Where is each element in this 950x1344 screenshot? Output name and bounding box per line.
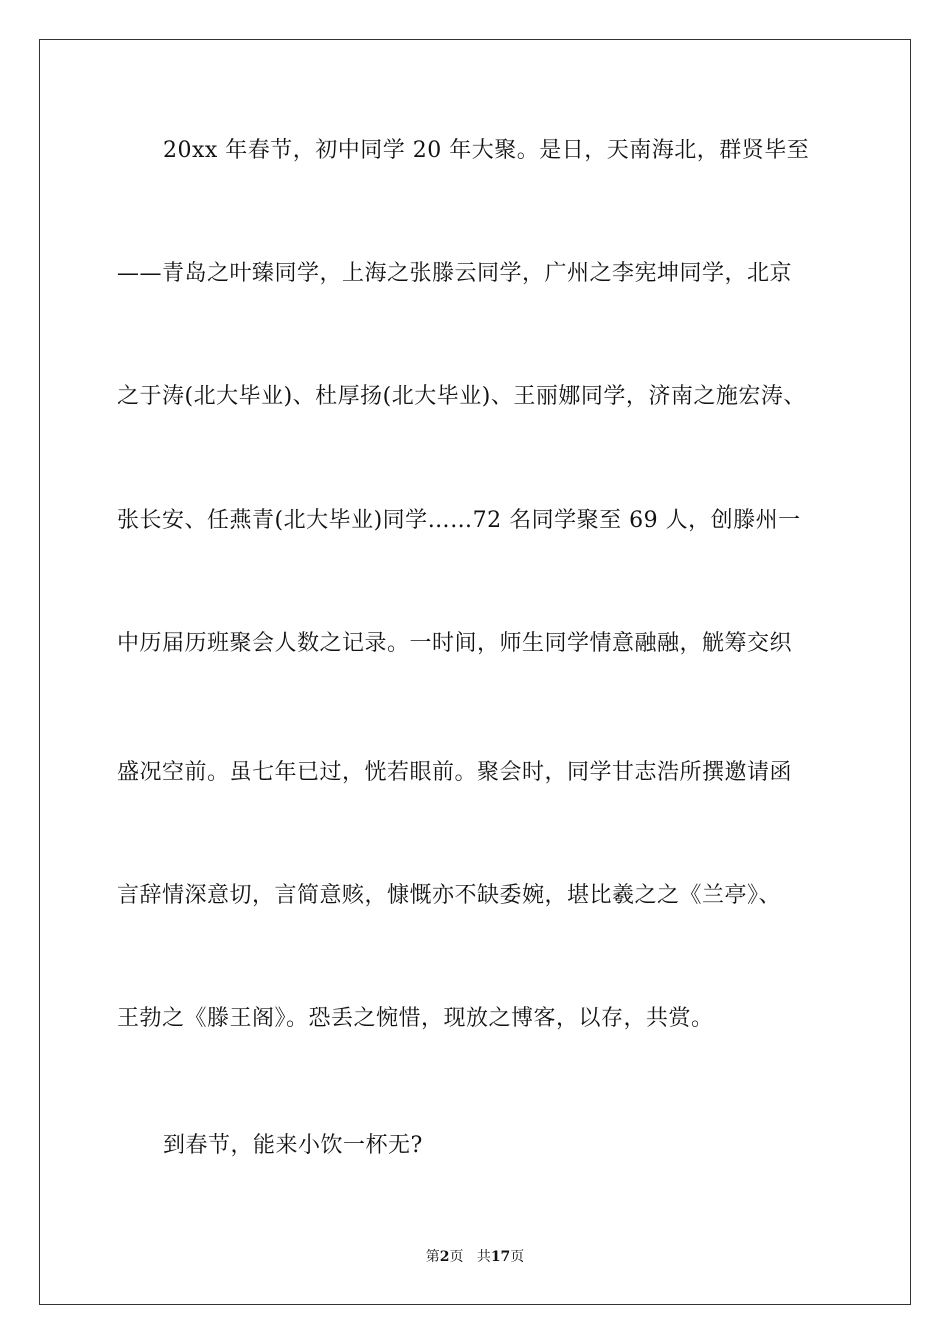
footer-prefix: 第 [425,1249,440,1265]
footer-total-pages: 17 [490,1249,511,1265]
paragraph-line-2: ——青岛之叶臻同学，上海之张滕云同学，广州之李宪坤同学，北京 [117,261,793,286]
paragraph-line-5: 中历届历班聚会人数之记录。一时间，师生同学情意融融，觥筹交织 [117,631,793,656]
footer-total-prefix: 共 [476,1249,491,1265]
paragraph-line-4: 张长安、任燕青(北大毕业)同学……72 名同学聚至 69 人，创滕州一 [117,508,801,533]
page-footer [0,1248,950,1266]
paragraph-line-3: 之于涛(北大毕业)、杜厚扬(北大毕业)、王丽娜同学，济南之施宏涛、 [117,384,806,409]
paragraph-line-6: 盛况空前。虽七年已过，恍若眼前。聚会时，同学甘志浩所撰邀请函 [117,760,793,785]
paragraph-line-8: 王勃之《滕王阁》。恐丢之惋惜，现放之博客，以存，共赏。 [117,1006,714,1031]
paragraph-line-7: 言辞情深意切，言简意赅，慷慨亦不缺委婉，堪比羲之之《兰亭》、 [117,883,782,908]
paragraph-line-9: 到春节，能来小饮一杯无? [163,1133,423,1158]
paragraph-line-1: 20xx 年春节，初中同学 20 年大聚。是日，天南海北，群贤毕至 [163,138,810,163]
footer-page-suffix: 页 [449,1249,464,1265]
page-border [39,39,911,1305]
footer-page-number: 2 [439,1249,450,1265]
footer-total-suffix: 页 [510,1249,525,1265]
